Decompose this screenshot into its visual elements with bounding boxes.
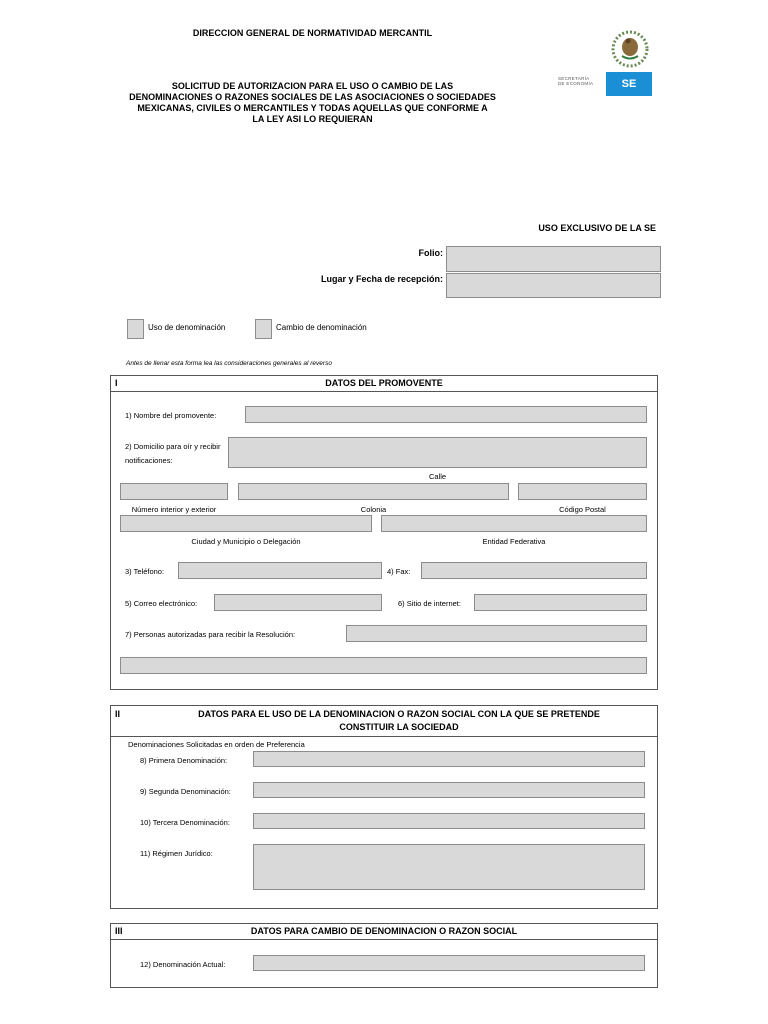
agency-name: DIRECCION GENERAL DE NORMATIVIDAD MERCANTIL xyxy=(192,28,433,38)
denominacion-actual-input[interactable] xyxy=(254,959,644,973)
personas-input[interactable] xyxy=(347,629,646,644)
correo-label: 5) Correo electrónico: xyxy=(125,599,198,608)
section-title-line: DATOS PARA EL USO DE LA DENOMINACION O RAZON SOCIAL CON LA QUE SE PRETENDE xyxy=(198,709,600,719)
domicilio-label-line1: 2) Domicilio para oír y recibir xyxy=(125,442,221,451)
section-title-line: CONSTITUIR LA SOCIEDAD xyxy=(339,722,459,732)
section-number: II xyxy=(115,709,121,719)
section-number: III xyxy=(115,926,123,936)
fax-field[interactable] xyxy=(421,562,647,579)
domicilio-label-line2: notificaciones: xyxy=(125,456,173,465)
domicilio-input[interactable] xyxy=(229,438,646,467)
numero-input[interactable] xyxy=(121,487,227,502)
entidad-input[interactable] xyxy=(382,519,646,534)
nombre-label: 1) Nombre del promovente: xyxy=(125,411,217,420)
uso-checkbox[interactable] xyxy=(127,319,144,339)
personas-field-extra[interactable] xyxy=(120,657,647,674)
primera-input[interactable] xyxy=(254,755,644,769)
correo-field[interactable] xyxy=(214,594,382,611)
secretaria-label xyxy=(558,76,604,86)
segunda-field[interactable] xyxy=(253,782,645,798)
numero-field[interactable] xyxy=(120,483,228,500)
cambio-checkbox[interactable] xyxy=(255,319,272,339)
section-header xyxy=(111,706,657,737)
ciudad-input[interactable] xyxy=(121,519,371,534)
preferencia-subtitle: Denominaciones Solicitadas en orden de Preferencia xyxy=(128,740,305,749)
se-badge: SE xyxy=(606,72,652,96)
form-title-line: MEXICANAS, CIVILES O MERCANTILES Y TODAS AQUELLAS QUE CONFORME A xyxy=(137,103,488,113)
segunda-label: 9) Segunda Denominación: xyxy=(140,787,231,796)
regimen-field[interactable] xyxy=(253,844,645,890)
codigo-postal-input[interactable] xyxy=(519,487,646,502)
colonia-caption: Colonia xyxy=(360,505,387,514)
numero-caption: Número interior y exterior xyxy=(131,505,217,514)
regimen-label: 11) Régimen Jurídico: xyxy=(140,849,213,858)
ciudad-field[interactable] xyxy=(120,515,372,532)
entidad-field[interactable] xyxy=(381,515,647,532)
folio-label: Folio: xyxy=(418,248,443,258)
segunda-input[interactable] xyxy=(254,786,644,800)
personas-input-extra[interactable] xyxy=(121,661,646,676)
section-title: DATOS PARA CAMBIO DE DENOMINACION O RAZON SOCIAL xyxy=(250,926,518,936)
form-title-line: LA LEY ASI LO REQUIERAN xyxy=(252,114,373,124)
fax-input[interactable] xyxy=(422,566,646,581)
sitio-field[interactable] xyxy=(474,594,647,611)
lugar-fecha-label: Lugar y Fecha de recepción: xyxy=(320,274,443,284)
calle-caption: Calle xyxy=(428,472,447,481)
correo-input[interactable] xyxy=(215,598,381,613)
colonia-field[interactable] xyxy=(238,483,509,500)
sitio-input[interactable] xyxy=(475,598,646,613)
denominacion-actual-label: 12) Denominación Actual: xyxy=(140,960,226,969)
tercera-input[interactable] xyxy=(254,817,644,831)
secretaria-line: DE ECONOMÍA xyxy=(558,81,594,86)
telefono-label: 3) Teléfono: xyxy=(125,567,165,576)
section-number: I xyxy=(115,378,118,388)
codigo-postal-field[interactable] xyxy=(518,483,647,500)
folio-field[interactable] xyxy=(446,246,661,272)
instructions-note: Antes de llenar esta forma lea las consideraciones generales al reverso xyxy=(126,360,332,367)
uso-label: Uso de denominación xyxy=(148,323,226,332)
ciudad-caption: Ciudad y Municipio o Delegación xyxy=(191,537,301,546)
section-header xyxy=(111,924,657,940)
denominacion-actual-field[interactable] xyxy=(253,955,645,971)
secretaria-line: SECRETARÍA xyxy=(558,76,590,81)
primera-label: 8) Primera Denominación: xyxy=(140,756,228,765)
fax-label: 4) Fax: xyxy=(387,567,411,576)
section-header xyxy=(111,376,657,392)
domicilio-field[interactable] xyxy=(228,437,647,468)
entidad-caption: Entidad Federativa xyxy=(482,537,546,546)
section-title: DATOS DEL PROMOVENTE xyxy=(325,378,443,388)
nombre-input[interactable] xyxy=(246,410,646,425)
lugar-fecha-field[interactable] xyxy=(446,273,661,298)
office-use-heading: USO EXCLUSIVO DE LA SE xyxy=(538,223,656,233)
telefono-field[interactable] xyxy=(178,562,382,579)
personas-field[interactable] xyxy=(346,625,647,642)
form-title-line: DENOMINACIONES O RAZONES SOCIALES DE LAS ASOCIACIONES O SOCIEDADES xyxy=(129,92,496,102)
cambio-label: Cambio de denominación xyxy=(276,323,367,332)
codigo-postal-caption: Código Postal xyxy=(559,505,606,514)
sitio-label: 6) Sitio de internet: xyxy=(398,599,461,608)
telefono-input[interactable] xyxy=(179,566,381,581)
se-logo xyxy=(558,28,654,98)
colonia-input[interactable] xyxy=(239,487,508,502)
coat-of-arms-icon xyxy=(608,28,652,70)
personas-label: 7) Personas autorizadas para recibir la Resolución: xyxy=(125,630,296,639)
primera-field[interactable] xyxy=(253,751,645,767)
lugar-fecha-input[interactable] xyxy=(447,274,660,297)
form-title xyxy=(95,81,530,125)
folio-input[interactable] xyxy=(447,247,660,271)
tercera-label: 10) Tercera Denominación: xyxy=(140,818,230,827)
regimen-input[interactable] xyxy=(254,845,644,889)
form-title-line: SOLICITUD DE AUTORIZACION PARA EL USO O CAMBIO DE LAS xyxy=(171,81,454,91)
nombre-field[interactable] xyxy=(245,406,647,423)
tercera-field[interactable] xyxy=(253,813,645,829)
